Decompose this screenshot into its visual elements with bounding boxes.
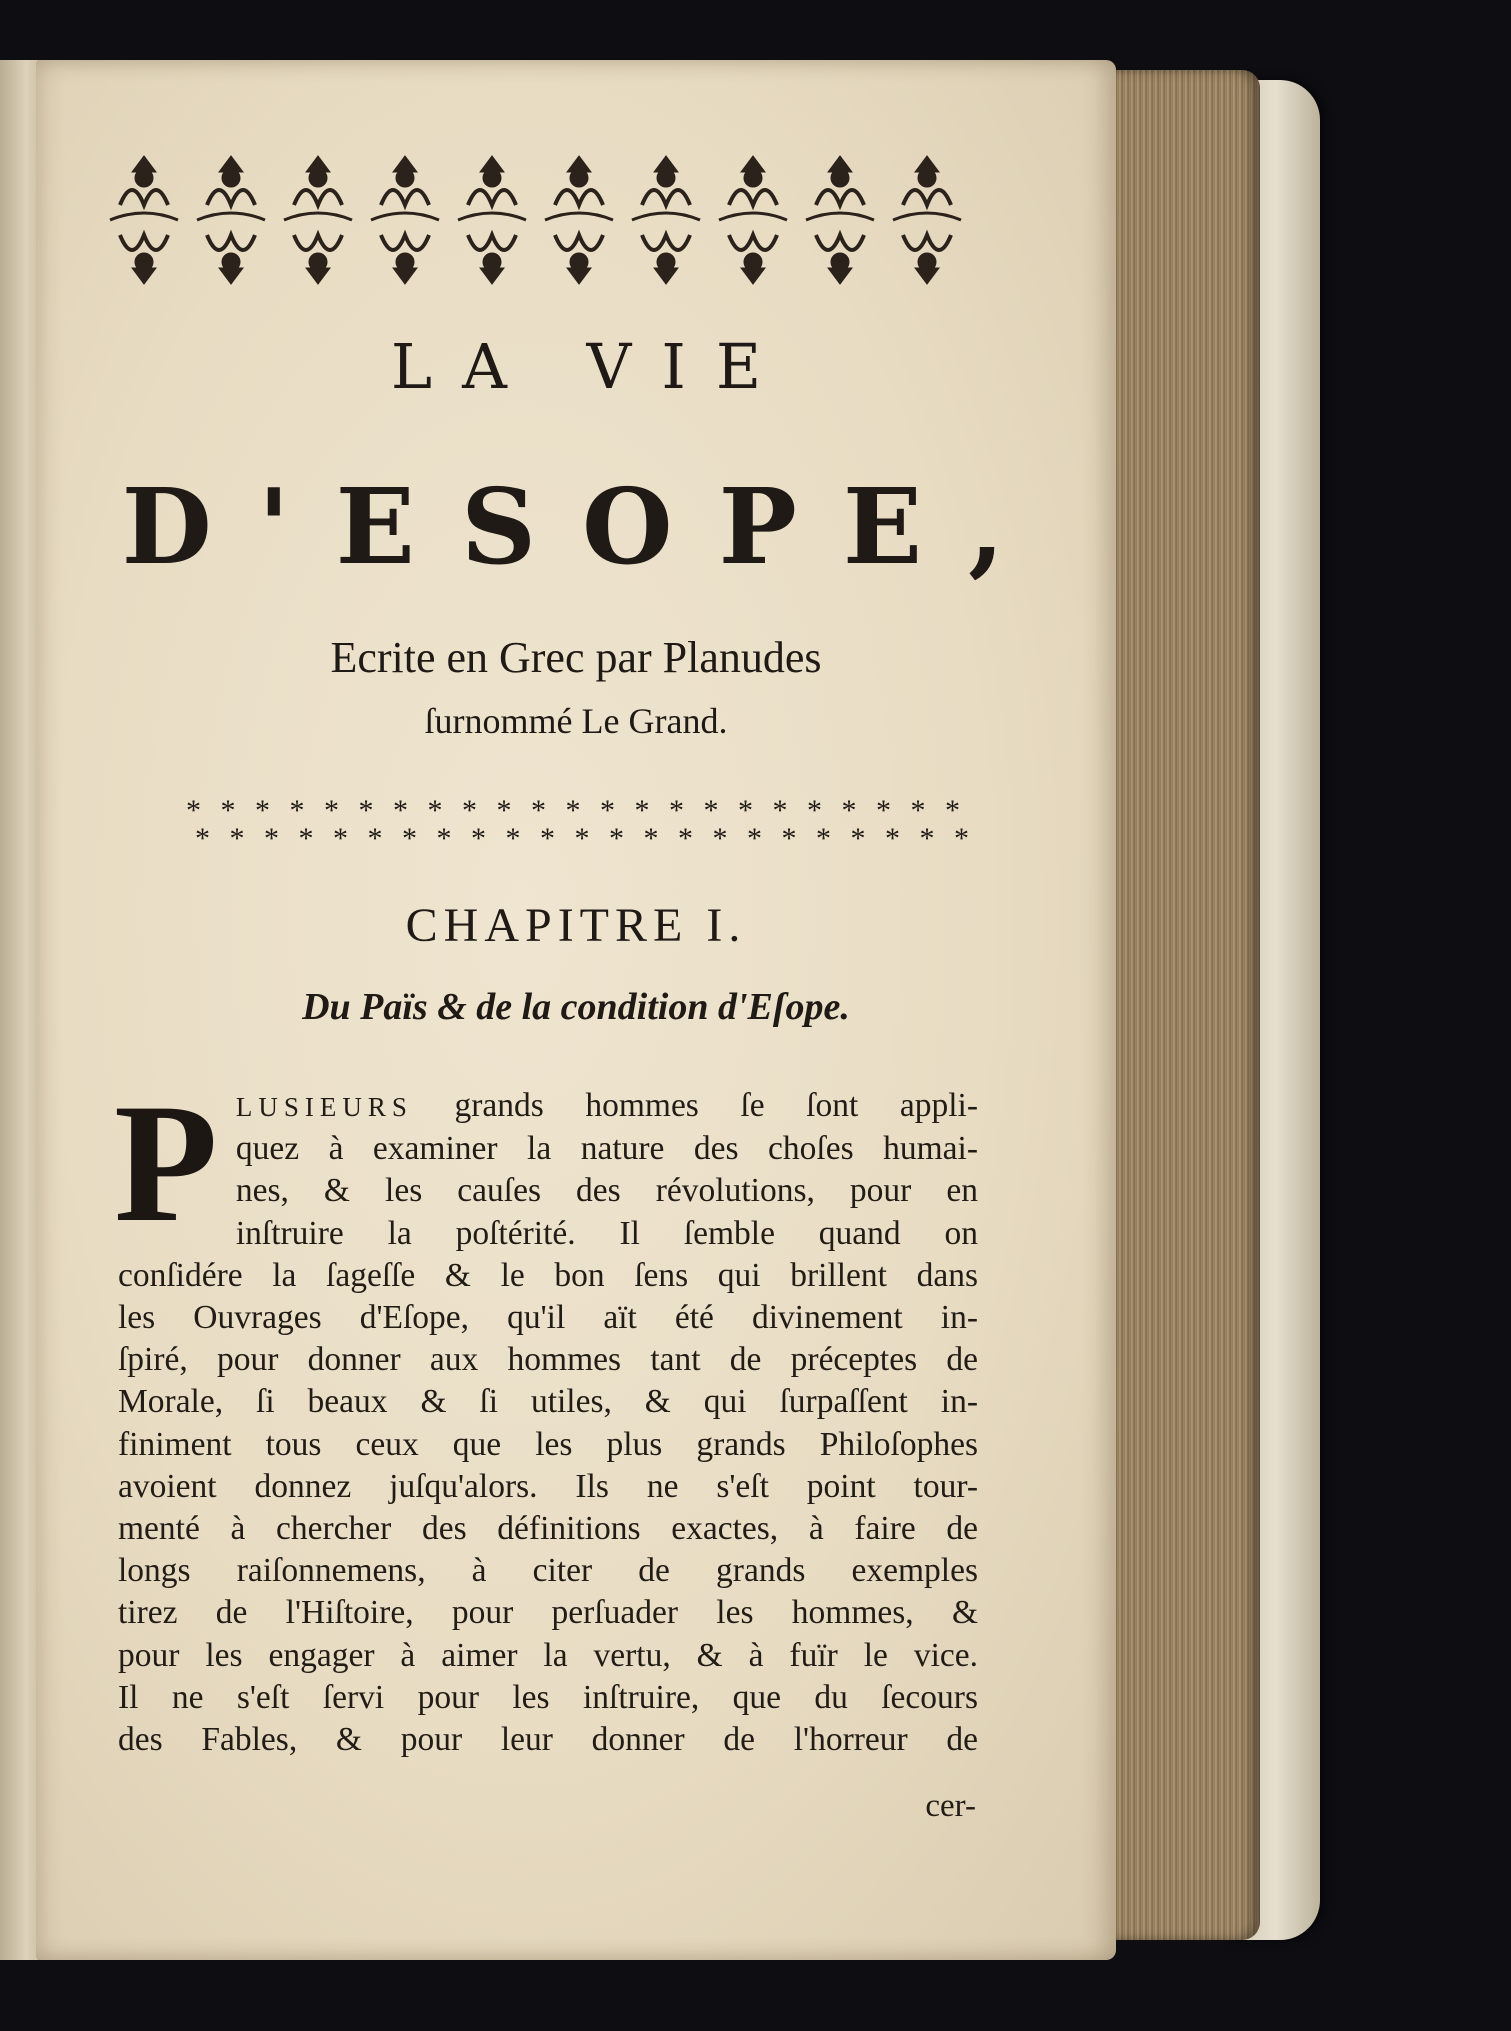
subtitle-line-1: Ecrite en Grec par Planudes bbox=[330, 633, 822, 682]
body-line-3: nes, & les cauſes des révolutions, pour en bbox=[235, 1172, 978, 1210]
title-line-1: LA VIE bbox=[390, 330, 792, 403]
asterisk-divider-row-1: * * * * * * * * * * * * * * * * * * * * * * * bbox=[186, 794, 966, 827]
first-word-smallcaps: LUSIEURS bbox=[235, 1092, 413, 1122]
body-line-4: inſtruire la poſtérité. Il ſemble quand on bbox=[235, 1214, 978, 1252]
body-line-11: menté à chercher des définitions exactes, à faire de bbox=[118, 1510, 978, 1548]
body-line-1-text: grands hommes ſe ſont appli- bbox=[454, 1087, 978, 1124]
chapter-subheading: Du Païs & de la condition d'Eſope. bbox=[302, 986, 850, 1028]
body-line-13: tirez de l'Hiſtoire, pour perſuader les hommes, & bbox=[118, 1594, 978, 1632]
title-line-2: D'ESOPE, bbox=[121, 465, 1051, 588]
page-fore-edge bbox=[1106, 70, 1260, 1940]
headpiece-ornament bbox=[100, 150, 970, 290]
body-line-10: avoient donnez juſqu'alors. Ils ne s'eſt point tour- bbox=[118, 1467, 978, 1505]
body-line-14: pour les engager à aimer la vertu, & à fuïr le vice. bbox=[118, 1636, 978, 1674]
body-line-8: Morale, ſi beaux & ſi utiles, & qui ſurpaſſent in- bbox=[118, 1383, 978, 1421]
facing-page-edge bbox=[0, 60, 40, 1960]
body-line-6: les Ouvrages d'Eſope, qu'il aït été divinement in- bbox=[118, 1299, 978, 1337]
body-line-1 bbox=[118, 1085, 978, 1128]
chapter-heading: CHAPITRE I. bbox=[405, 899, 747, 952]
body-line-5: conſidére la ſageſſe & le bon ſens qui brillent dans bbox=[118, 1256, 978, 1294]
body-paragraph bbox=[114, 1069, 978, 1761]
drop-cap: P bbox=[114, 1069, 218, 1257]
asterisk-divider-row-2: * * * * * * * * * * * * * * * * * * * * * * * bbox=[195, 822, 975, 855]
catchword: cer- bbox=[925, 1788, 976, 1824]
body-line-2: quez à examiner la nature des choſes humai- bbox=[235, 1130, 978, 1168]
body-line-16: des Fables, & pour leur donner de l'horreur de bbox=[118, 1721, 978, 1759]
body-line-12: longs raiſonnemens, à citer de grands exemples bbox=[118, 1552, 978, 1590]
body-line-7: ſpiré, pour donner aux hommes tant de préceptes de bbox=[118, 1341, 978, 1379]
body-line-15: Il ne s'eſt ſervi pour les inſtruire, que du ſecours bbox=[118, 1678, 978, 1716]
subtitle-line-2: ſurnommé Le Grand. bbox=[424, 701, 728, 741]
body-line-9: finiment tous ceux que les plus grands Philoſophes bbox=[118, 1425, 978, 1463]
